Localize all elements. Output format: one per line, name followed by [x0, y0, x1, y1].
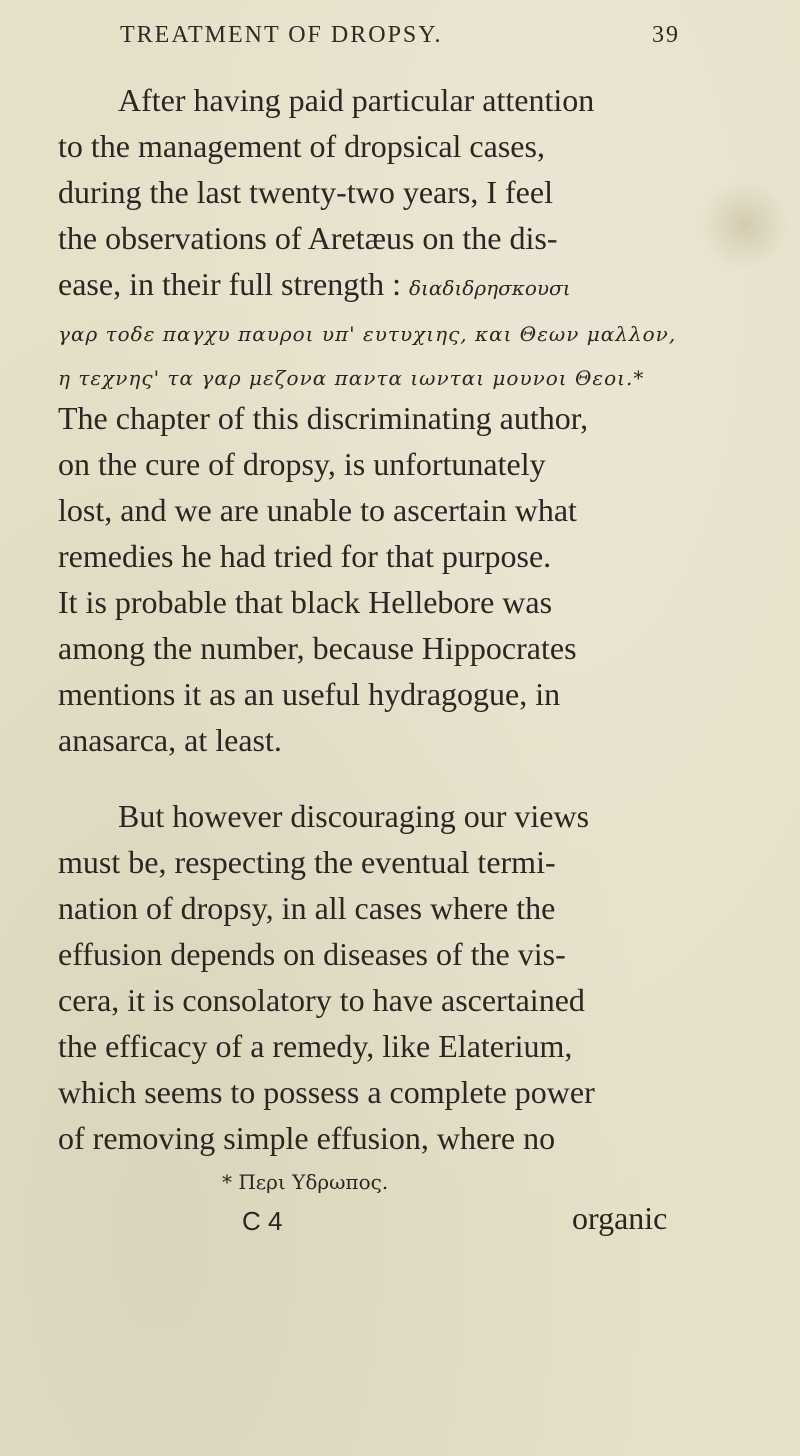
running-header [120, 22, 680, 62]
text-line: on the cure of dropsy, is unfortunately [58, 446, 546, 482]
greek-line: η τεχνης' τα γαρ μεζονα παντα ιωνται μουνοι Θεοι.* [58, 366, 645, 390]
text-line: mentions it as an useful hydragogue, in [58, 676, 561, 712]
text-line: which seems to possess a complete power [58, 1074, 595, 1110]
text-line: to the management of dropsical cases, [58, 128, 545, 164]
text-line: the observations of Aretæus on the dis- [58, 220, 558, 256]
text-line: remedies he had tried for that purpose. [58, 538, 552, 574]
text-line [58, 264, 571, 308]
text-line: effusion depends on diseases of the vis- [58, 936, 566, 972]
text-line: anasarca, at least. [58, 722, 282, 758]
text-line: must be, respecting the eventual termi- [58, 844, 556, 880]
text-line: But however discouraging our views [118, 798, 590, 834]
greek-word: διαδιδρησκουσι [409, 276, 571, 300]
text-line: among the number, because Hippocrates [58, 630, 577, 666]
running-title: TREATMENT OF DROPSY. [120, 22, 443, 48]
page-number: 39 [652, 22, 680, 48]
footnote: * Περι Υδρωπος. [222, 1170, 389, 1194]
text-line: The chapter of this discriminating author, [58, 400, 589, 436]
text-line: nation of dropsy, in all cases where the [58, 890, 556, 926]
text-line: It is probable that black Hellebore was [58, 584, 553, 620]
signature-mark: C 4 [242, 1206, 283, 1236]
text-line: the efficacy of a remedy, like Elaterium, [58, 1028, 573, 1064]
paper-stain [700, 180, 790, 270]
catchword: organic [572, 1200, 668, 1236]
text-line-part: ease, in their full strength : [58, 266, 402, 302]
text-line: cera, it is consolatory to have ascertained [58, 982, 585, 1018]
greek-line: γαρ τοδε παγχυ παυροι υπ' ευτυχιης, και Θεων μαλλον, [58, 322, 677, 346]
text-line: during the last twenty-two years, I feel [58, 174, 553, 210]
text-line: of removing simple effusion, where no [58, 1120, 556, 1156]
text-line: After having paid particular attention [118, 82, 595, 118]
text-line: lost, and we are unable to ascertain what [58, 492, 577, 528]
